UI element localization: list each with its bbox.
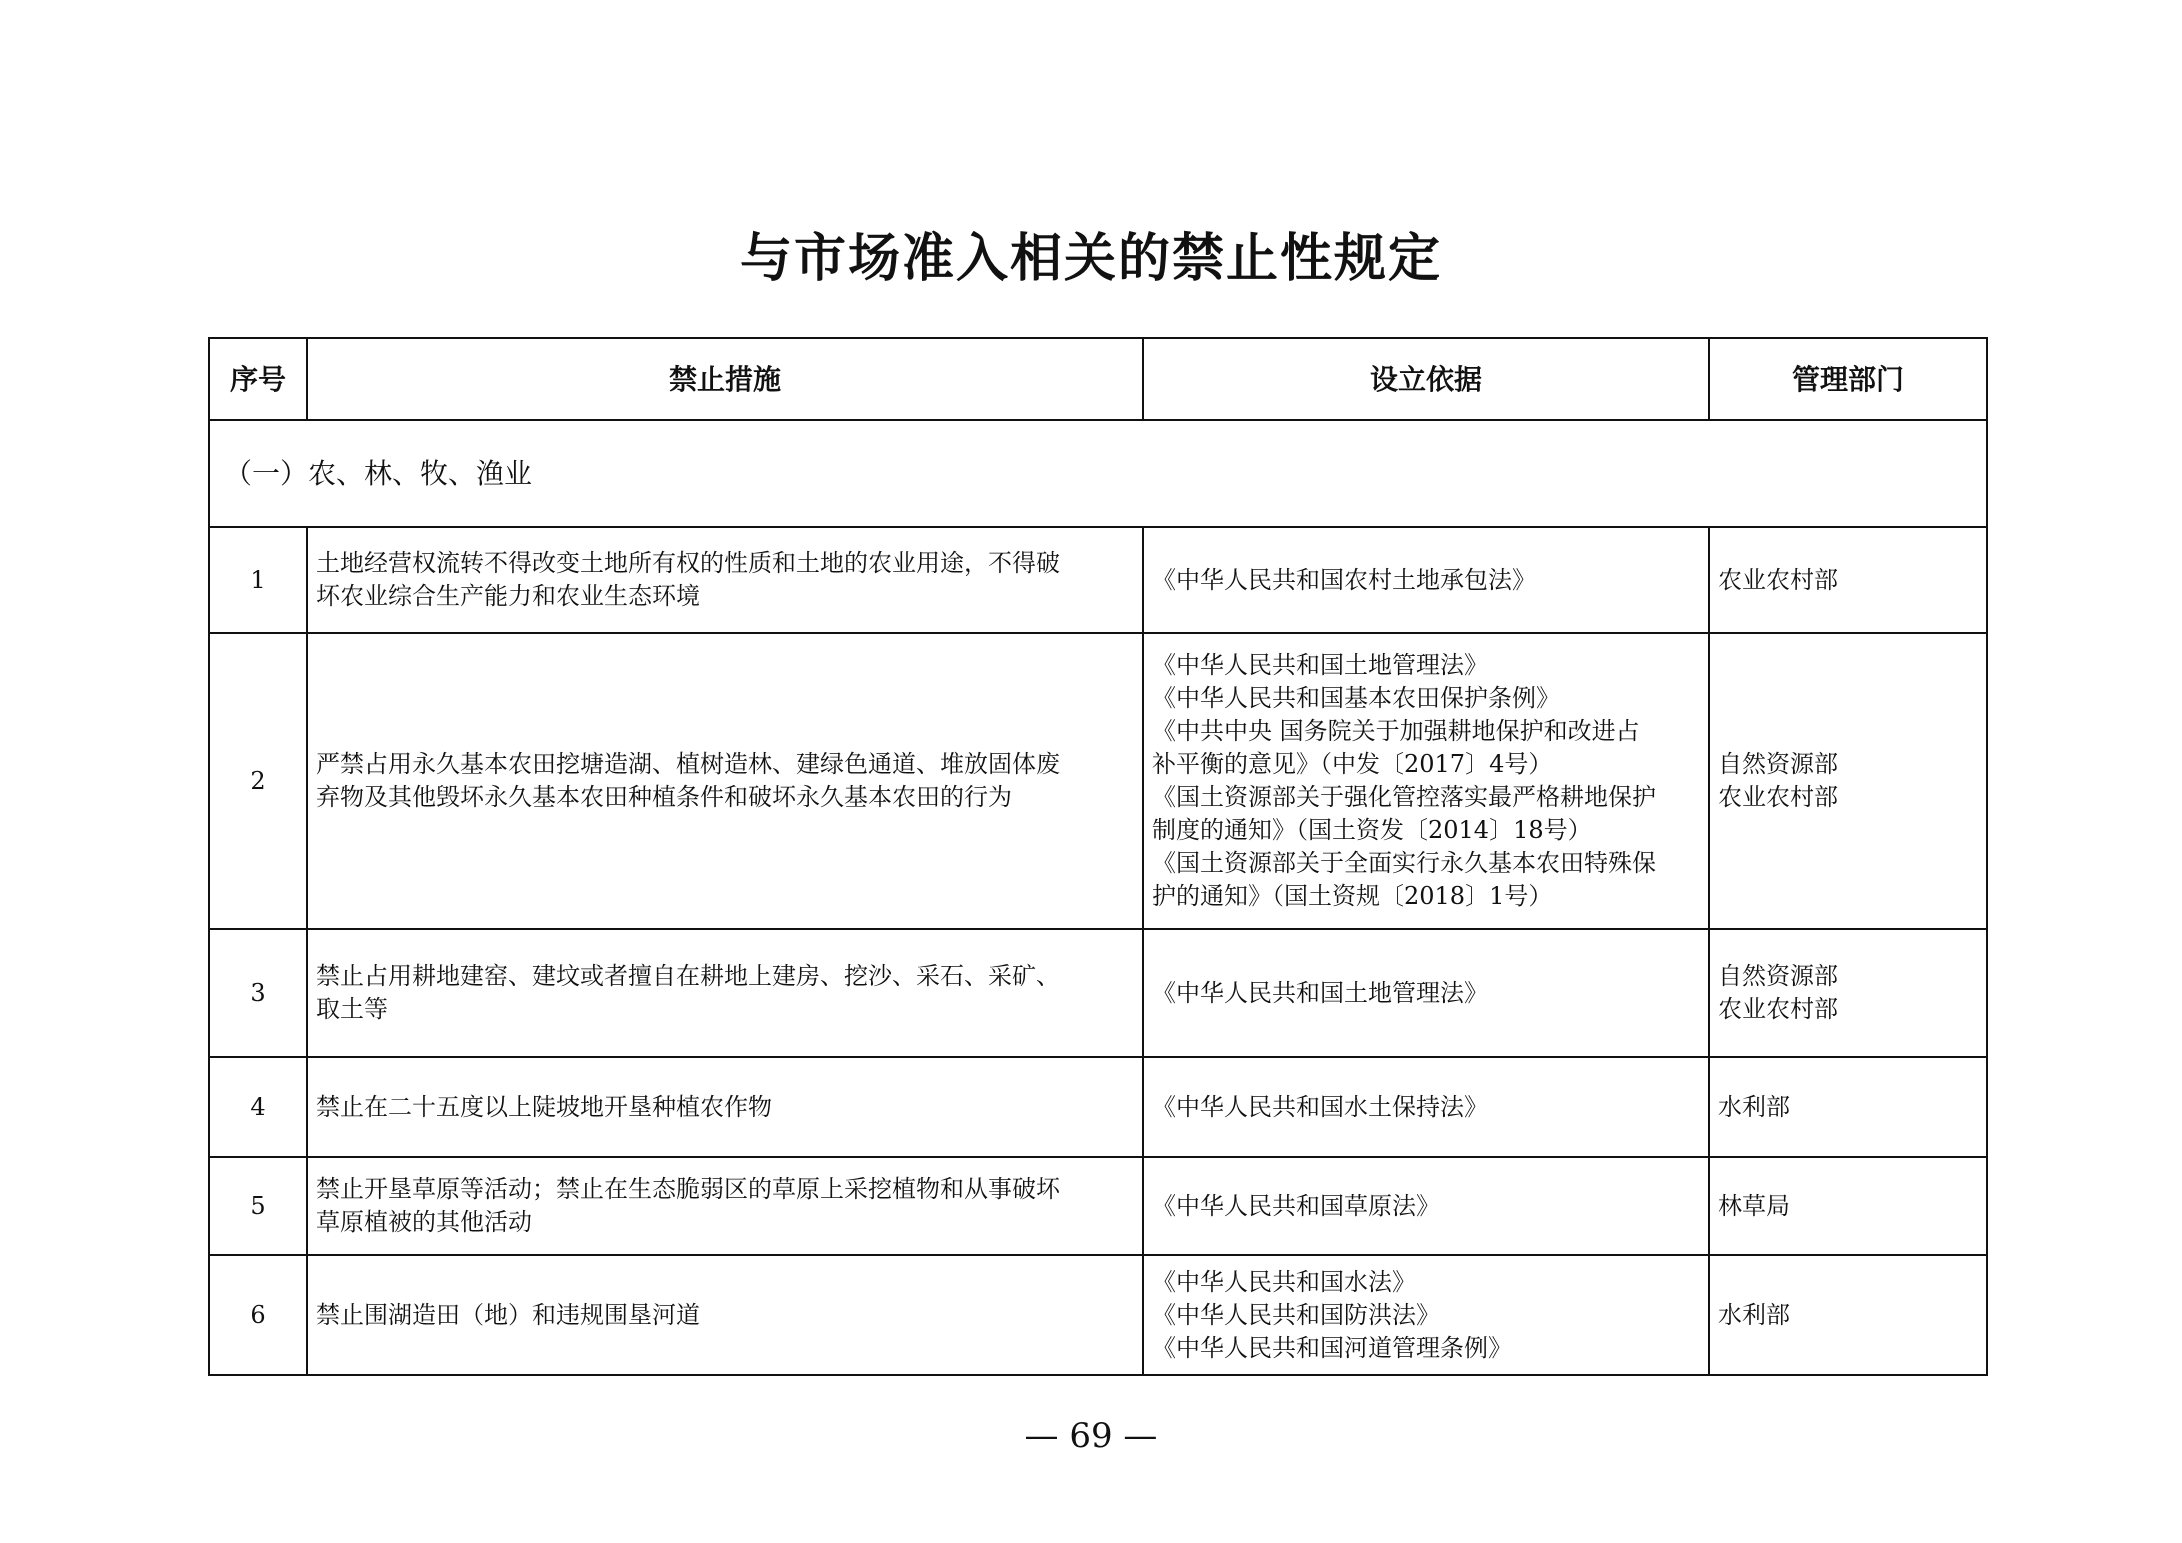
cell-basis-line: 《中共中央 国务院关于加强耕地保护和改进占 <box>1152 717 1640 745</box>
table-row <box>209 929 1987 1057</box>
cell-dept-line: 水利部 <box>1718 1300 1790 1329</box>
cell-dept <box>1709 527 1987 633</box>
cell-measure-line: 禁止开垦草原等活动；禁止在生态脆弱区的草原上采挖植物和从事破坏 <box>316 1175 1060 1203</box>
cell-dept <box>1709 1255 1987 1375</box>
table-row <box>209 1157 1987 1255</box>
cell-basis-line: 《中华人民共和国土地管理法》 <box>1152 978 1488 1007</box>
cell-no: 3 <box>209 929 307 1057</box>
cell-measure <box>307 1057 1143 1157</box>
cell-basis-line: 《中华人民共和国水法》 <box>1152 1267 1416 1296</box>
header-no: 序号 <box>209 338 307 420</box>
cell-measure-line: 禁止在二十五度以上陡坡地开垦种植农作物 <box>316 1092 772 1121</box>
table-row <box>209 1255 1987 1375</box>
cell-measure <box>307 929 1143 1057</box>
header-basis: 设立依据 <box>1143 338 1709 420</box>
cell-basis-line: 《中华人民共和国河道管理条例》 <box>1152 1333 1512 1362</box>
cell-measure-line: 禁止占用耕地建窑、建坟或者擅自在耕地上建房、挖沙、采石、采矿、 <box>316 962 1060 990</box>
cell-measure <box>307 1157 1143 1255</box>
section-row <box>209 420 1987 527</box>
cell-measure-line: 弃物及其他毁坏永久基本农田种植条件和破坏永久基本农田的行为 <box>316 783 1012 811</box>
cell-dept <box>1709 633 1987 929</box>
cell-no: 4 <box>209 1057 307 1157</box>
cell-dept-line: 自然资源部 <box>1718 962 1838 990</box>
cell-no: 2 <box>209 633 307 929</box>
header-dept: 管理部门 <box>1709 338 1987 420</box>
cell-basis <box>1143 1157 1709 1255</box>
section-heading: （一）农、林、牧、渔业 <box>209 420 1987 527</box>
cell-measure <box>307 633 1143 929</box>
cell-dept <box>1709 1057 1987 1157</box>
cell-measure-line: 严禁占用永久基本农田挖塘造湖、植树造林、建绿色通道、堆放固体废 <box>316 750 1060 778</box>
cell-basis-line: 《中华人民共和国土地管理法》 <box>1152 651 1488 679</box>
cell-dept <box>1709 1157 1987 1255</box>
cell-dept-line: 自然资源部 <box>1718 750 1838 778</box>
prohibition-table <box>208 337 1988 1376</box>
cell-dept-line: 农业农村部 <box>1718 783 1838 811</box>
cell-basis <box>1143 527 1709 633</box>
cell-basis-line: 补平衡的意见》（中发〔2017〕4号） <box>1152 750 1553 778</box>
table-header-row <box>209 338 1987 420</box>
page-title: 与市场准入相关的禁止性规定 <box>739 228 1442 289</box>
cell-dept-line: 农业农村部 <box>1718 565 1838 594</box>
cell-dept-line: 农业农村部 <box>1718 995 1838 1023</box>
cell-measure-line: 草原植被的其他活动 <box>316 1208 532 1236</box>
table-row <box>209 527 1987 633</box>
cell-no: 6 <box>209 1255 307 1375</box>
cell-dept <box>1709 929 1987 1057</box>
cell-measure-line: 禁止围湖造田（地）和违规围垦河道 <box>316 1300 700 1329</box>
header-measure: 禁止措施 <box>307 338 1143 420</box>
cell-basis-line: 《中华人民共和国草原法》 <box>1152 1191 1440 1220</box>
cell-basis-line: 《中华人民共和国基本农田保护条例》 <box>1152 684 1560 712</box>
cell-basis-line: 《中华人民共和国水土保持法》 <box>1152 1092 1488 1121</box>
table-row <box>209 633 1987 929</box>
table-row <box>209 1057 1987 1157</box>
cell-basis <box>1143 929 1709 1057</box>
cell-basis <box>1143 633 1709 929</box>
cell-basis <box>1143 1255 1709 1375</box>
cell-measure-line: 坏农业综合生产能力和农业生态环境 <box>316 582 700 610</box>
page-number: — 69 — <box>1024 1416 1158 1456</box>
cell-dept-line: 林草局 <box>1718 1191 1790 1220</box>
cell-dept-line: 水利部 <box>1718 1092 1790 1121</box>
cell-basis-line: 《中华人民共和国防洪法》 <box>1152 1300 1440 1329</box>
cell-basis-line: 《中华人民共和国农村土地承包法》 <box>1152 565 1536 594</box>
cell-basis-line: 《国土资源部关于强化管控落实最严格耕地保护 <box>1152 783 1656 811</box>
cell-measure <box>307 1255 1143 1375</box>
cell-measure-line: 土地经营权流转不得改变土地所有权的性质和土地的农业用途，不得破 <box>316 549 1060 577</box>
cell-basis-line: 制度的通知》（国土资发〔2014〕18号） <box>1152 816 1592 844</box>
cell-basis <box>1143 1057 1709 1157</box>
cell-measure <box>307 527 1143 633</box>
cell-no: 1 <box>209 527 307 633</box>
cell-measure-line: 取土等 <box>316 995 388 1023</box>
cell-no: 5 <box>209 1157 307 1255</box>
cell-basis-line: 《国土资源部关于全面实行永久基本农田特殊保 <box>1152 849 1656 877</box>
cell-basis-line: 护的通知》（国土资规〔2018〕1号） <box>1152 882 1553 910</box>
